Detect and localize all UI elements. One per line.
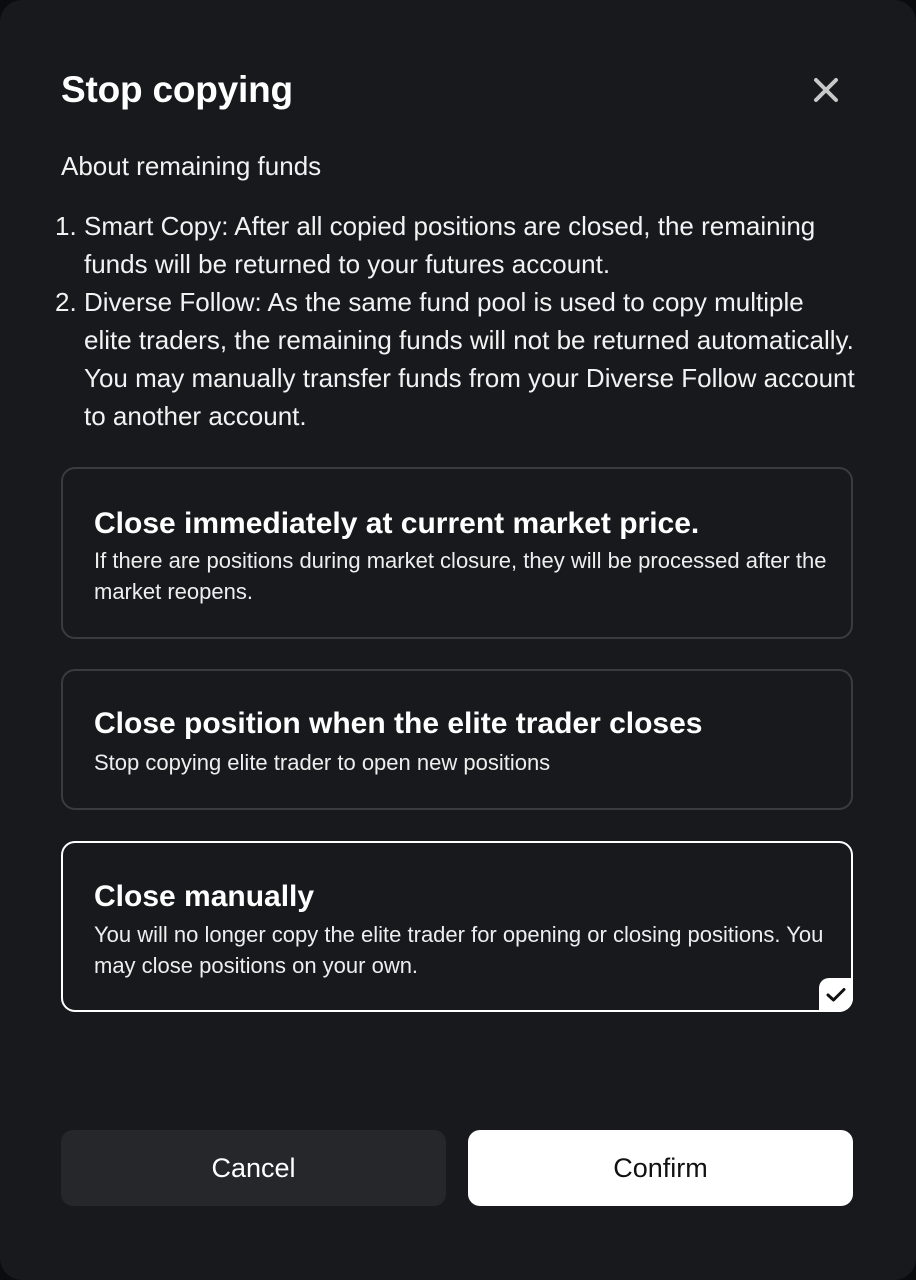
- remaining-funds-heading: About remaining funds: [61, 151, 322, 181]
- note-number: 1.: [55, 211, 77, 241]
- close-button[interactable]: [804, 68, 848, 112]
- close-icon: [813, 77, 839, 103]
- cancel-button[interactable]: Cancel: [61, 1130, 446, 1206]
- option-close-immediately[interactable]: [61, 467, 853, 639]
- option-description: Stop copying elite trader to open new positions: [94, 750, 551, 775]
- confirm-button[interactable]: Confirm: [468, 1130, 853, 1206]
- note-item: [55, 283, 855, 435]
- option-description: If there are positions during market closure, they will be processed after the market reopens.: [94, 548, 827, 604]
- option-close-manually[interactable]: [61, 841, 853, 1012]
- note-text: Diverse Follow: As the same fund pool is used to copy multiple elite traders, the remaining funds will not be returned automatically. You may manually transfer funds from your Diverse Follow account to another account.: [84, 287, 855, 431]
- checkmark-icon: [826, 987, 846, 1003]
- option-title: Close immediately at current market price.: [94, 507, 700, 540]
- note-item: [55, 207, 855, 283]
- option-title: Close position when the elite trader closes: [94, 707, 703, 740]
- remaining-funds-notes: [55, 207, 855, 435]
- option-close-with-trader[interactable]: [61, 669, 853, 810]
- dialog-title: Stop copying: [61, 69, 293, 110]
- note-number: 2.: [55, 287, 77, 317]
- option-title: Close manually: [94, 880, 315, 913]
- selected-badge: [819, 978, 853, 1012]
- option-description: You will no longer copy the elite trader for opening or closing positions. You may close positions on your own.: [94, 922, 824, 978]
- note-text: Smart Copy: After all copied positions are closed, the remaining funds will be returned to your futures account.: [84, 211, 816, 279]
